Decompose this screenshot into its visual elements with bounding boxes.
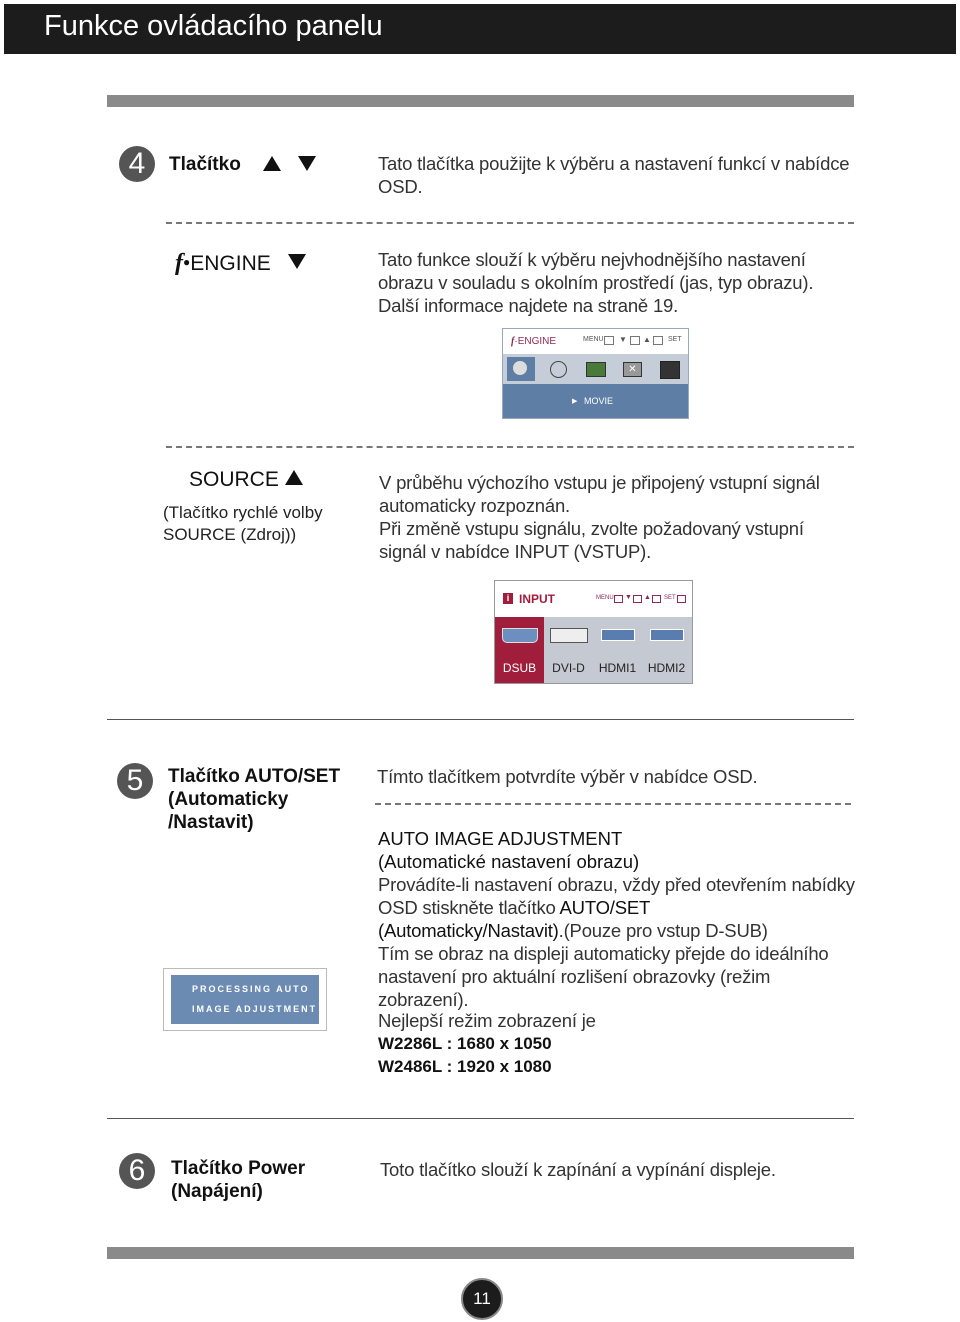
left-icon — [633, 595, 642, 603]
osd-mode-icons — [503, 354, 688, 384]
body-line: (Automaticky/Nastavit).(Pouze pro vstup D-SUB) — [378, 920, 768, 941]
dashed-divider — [375, 803, 851, 805]
source-label: SOURCE — [189, 468, 303, 492]
input-osd-panel — [494, 580, 693, 684]
best-mode-label: Nejlepší režim zobrazení je — [378, 1010, 596, 1031]
osd-mode-label: MOVIE — [584, 396, 614, 406]
fengine-description — [378, 248, 858, 317]
tab-hdmi1[interactable] — [593, 617, 642, 683]
processing-osd-box — [163, 968, 327, 1031]
body-line: Tím se obraz na displeji automaticky přejde do ideálního — [378, 943, 829, 964]
input-tabs — [495, 617, 692, 683]
source-description — [379, 471, 859, 563]
exit-icon — [604, 336, 614, 345]
osd-fengine-title: f·ENGINE — [511, 336, 557, 347]
left-icon — [630, 336, 640, 345]
section5-description: Tímto tlačítkem potvrdíte výběr v nabídce OSD. — [377, 766, 758, 787]
tab-label: DVI-D — [552, 661, 585, 675]
tab-hdmi2[interactable] — [642, 617, 691, 683]
movie-mode-icon[interactable] — [507, 357, 535, 381]
section-number-6: 6 — [119, 1153, 155, 1189]
fengine-desc-line: obrazu v souladu s okolním prostředí (jas, typ obrazu). — [378, 272, 814, 293]
tab-label: HDMI1 — [598, 661, 637, 675]
section4-title: Tlačítko — [169, 153, 316, 176]
body-line: OSD stiskněte tlačítko AUTO/SET — [378, 897, 651, 918]
tab-label: DSUB — [502, 661, 537, 675]
fengine-desc-line: Tato funkce slouží k výběru nejvhodnějšího nastavení — [378, 249, 806, 270]
processing-line: IMAGE ADJUSTMENT — [192, 1004, 318, 1014]
internet-mode-icon[interactable] — [544, 357, 572, 381]
section-number-5: 5 — [117, 763, 153, 799]
auto-adjust-body — [378, 873, 858, 1011]
tab-dsub[interactable] — [495, 617, 544, 683]
osd-input-title: INPUT — [519, 592, 555, 606]
fengine-label: f●ENGINE — [175, 250, 306, 277]
section-number-4: 4 — [119, 146, 155, 182]
auto-adjust-title: AUTO IMAGE ADJUSTMENT — [378, 828, 623, 849]
osd-mode-label-bar — [503, 384, 688, 418]
bottom-divider-bar — [107, 1247, 854, 1259]
photo-mode-icon[interactable] — [581, 357, 609, 381]
user-mode-icon[interactable]: ✕ — [618, 357, 646, 381]
dashed-divider — [166, 446, 854, 448]
fengine-osd-panel — [502, 328, 689, 419]
section5-title — [168, 765, 340, 834]
tab-dvi-d[interactable] — [544, 617, 593, 683]
enter-icon — [677, 595, 686, 603]
right-icon — [653, 336, 663, 345]
dashed-divider — [166, 222, 854, 224]
fengine-logo-icon: f — [175, 250, 183, 276]
source-desc-line: Při změně vstupu signálu, zvolte požadovaný vstupní — [379, 518, 804, 539]
down-icon: ▼ — [619, 335, 627, 344]
resolution-list — [378, 1032, 552, 1078]
top-divider-bar — [107, 95, 854, 107]
arrow-down-icon — [298, 156, 316, 171]
section5-title-line: Tlačítko AUTO/SET — [168, 766, 341, 787]
osd-title-bar — [503, 329, 688, 354]
source-desc-line: automaticky rozpoznán. — [379, 495, 570, 516]
section5-title-line: /Nastavit) — [168, 812, 254, 833]
page-title: Funkce ovládacího panelu — [44, 10, 383, 42]
arrow-up-icon — [263, 156, 281, 171]
osd-menu-label: MENU — [596, 595, 614, 601]
section6-title — [171, 1157, 305, 1203]
section6-description: Toto tlačítko slouží k zapínání a vypínání displeje. — [380, 1159, 776, 1180]
source-sub-line: SOURCE (Zdroj)) — [163, 525, 297, 544]
up-icon: ▲ — [643, 335, 651, 344]
section-divider — [107, 719, 854, 720]
source-desc-line: signál v nabídce INPUT (VSTUP). — [379, 541, 652, 562]
body-line: nastavení pro aktuální rozlišení obrazovky (režim zobrazení). — [378, 966, 771, 1010]
page-number: 11 — [461, 1278, 503, 1320]
source-sub-line: (Tlačítko rychlé volby — [163, 503, 323, 522]
tab-label: HDMI2 — [647, 661, 686, 675]
section-divider — [107, 1118, 854, 1119]
processing-message — [171, 975, 319, 1024]
fengine-desc-line: Další informace najdete na straně 19. — [378, 295, 679, 316]
arrow-up-icon — [285, 470, 303, 485]
processing-line: PROCESSING AUTO — [192, 984, 310, 994]
resolution-w2486l: W2486L : 1920 x 1080 — [378, 1057, 552, 1076]
up-icon: ▲ — [644, 594, 651, 601]
demo-mode-icon[interactable] — [655, 357, 683, 381]
section4-description: Tato tlačítka použijte k výběru a nastavení funkcí v nabídce OSD. — [378, 153, 850, 197]
body-line: Provádíte-li nastavení obrazu, vždy před otevřením nabídky — [378, 874, 855, 895]
osd-set-label: SET — [664, 595, 676, 601]
osd-menu-label: MENU — [583, 336, 604, 343]
section6-title-line: Tlačítko Power — [171, 1158, 306, 1179]
osd-set-label: SET — [668, 336, 682, 343]
dvi-port-icon — [550, 628, 588, 643]
vga-port-icon — [502, 628, 538, 643]
section5-title-line: (Automaticky — [168, 789, 289, 810]
auto-adjust-subtitle: (Automatické nastavení obrazu) — [378, 851, 640, 872]
hdmi-port-icon — [650, 629, 684, 641]
source-sublabel — [163, 502, 323, 546]
exit-icon — [614, 595, 623, 603]
resolution-w2286l: W2286L : 1680 x 1050 — [378, 1034, 552, 1053]
source-desc-line: V průběhu výchozího vstupu je připojený vstupní signál — [379, 472, 820, 493]
down-icon: ▼ — [625, 594, 632, 601]
section6-title-line: (Napájení) — [171, 1181, 263, 1202]
play-icon: ▶ — [572, 398, 578, 405]
right-icon — [652, 595, 661, 603]
auto-adjust-heading — [378, 827, 639, 873]
hdmi-port-icon — [601, 629, 635, 641]
arrow-down-icon — [288, 254, 306, 269]
info-icon: i — [503, 593, 513, 604]
